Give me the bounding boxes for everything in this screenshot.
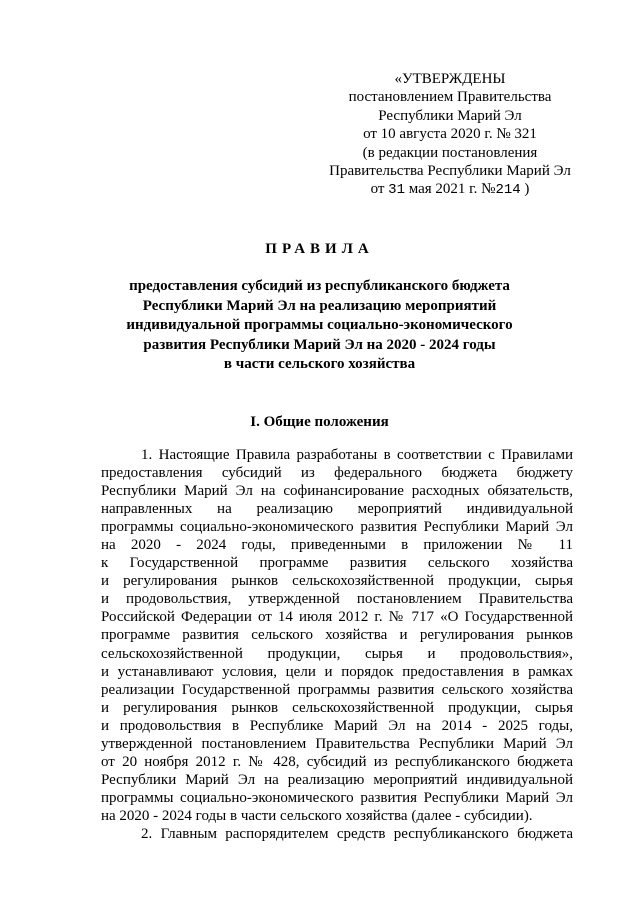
approval-line: постановлением Правительства — [348, 89, 552, 106]
body-line: Российской Федерации от 14 июля 2012 г. № 717 «О Государственной — [101, 609, 573, 626]
body-line: от 20 ноября 2012 г. № 428, субсидий из республиканского бюджета — [101, 753, 573, 770]
body-line: к Государственной программе развития сельского хозяйства — [101, 555, 573, 572]
approval-block — [300, 70, 600, 200]
body-line: программы социально-экономического развития Республики Марий Эл — [101, 789, 573, 806]
body-line: и продовольствия в Республике Марий Эл на 2014 - 2025 годы, — [101, 717, 573, 734]
body-line: предоставления субсидий из федерального бюджета бюджету — [101, 465, 573, 482]
subtitle-line: предоставления субсидий из республиканского бюджета — [129, 278, 510, 294]
document-subtitle — [100, 277, 539, 375]
amendment-number: 214 — [495, 182, 521, 199]
paragraph-1-last-line: на 2020 - 2024 годы в части сельского хозяйства (далее - субсидии). — [101, 807, 533, 824]
approval-line: «УТВЕРЖДЕНЫ — [394, 71, 506, 87]
approval-line: от 10 августа 2020 г. № 321 — [363, 126, 537, 143]
subtitle-line: индивидуальной программы социально-экономического — [126, 317, 513, 333]
body-line: и продовольствия, утвержденной постановлением Правительства — [101, 591, 573, 608]
section-heading: I. Общие положения — [250, 414, 389, 430]
document-title: ПРАВИЛА — [265, 241, 374, 257]
body-line: программы социально-экономического развития Республики Марий Эл — [101, 519, 573, 536]
amendment-month-year: мая 2021 г. № — [408, 181, 496, 198]
body-line: и регулирования рынков сельскохозяйственной продукции, сырья — [101, 699, 573, 716]
amendment-date-line — [300, 180, 600, 199]
body-line: и устанавливают условия, цели и порядок предоставления в рамках — [101, 663, 573, 680]
body-line: направленных на реализацию мероприятий индивидуальной — [101, 501, 573, 518]
body-line: на 2020 - 2024 годы, приведенными в приложении № 11 — [101, 537, 573, 554]
amendment-prefix: от — [370, 181, 385, 198]
body-line: программе развития сельского хозяйства и регулирования рынков — [101, 627, 573, 644]
approval-line: Правительства Республики Марий Эл — [329, 163, 571, 180]
approval-line: Республики Марий Эл — [378, 107, 522, 124]
body-line: сельскохозяйственной продукции, сырья и продовольствия», — [101, 645, 573, 662]
body-text — [101, 446, 573, 843]
body-line: и регулирования рынков сельскохозяйственной продукции, сырья — [101, 573, 573, 590]
body-line: Республики Марий Эл на реализацию мероприятий индивидуальной — [101, 771, 573, 788]
body-line: утвержденной постановлением Правительства Республики Марий Эл — [101, 735, 573, 752]
approval-line: (в редакции постановления — [362, 144, 538, 161]
paragraph-1-first-line: 1. Настоящие Правила разработаны в соответствии с Правилами — [141, 447, 573, 463]
subtitle-line: развития Республики Марий Эл на 2020 - 2024 годы — [143, 336, 496, 353]
body-line: реализации Государственной программы развития сельского хозяйства — [101, 681, 573, 698]
subtitle-line: Республики Марий Эл на реализацию мероприятий — [142, 297, 497, 314]
subtitle-line: в части сельского хозяйства — [223, 356, 416, 372]
paragraph-2-first-line: 2. Главным распорядителем средств республиканского бюджета — [141, 825, 573, 842]
amendment-day: 31 — [388, 182, 405, 199]
body-line: Республики Марий Эл на софинансирование расходных обязательств, — [101, 483, 573, 500]
amendment-suffix: ) — [524, 181, 530, 198]
